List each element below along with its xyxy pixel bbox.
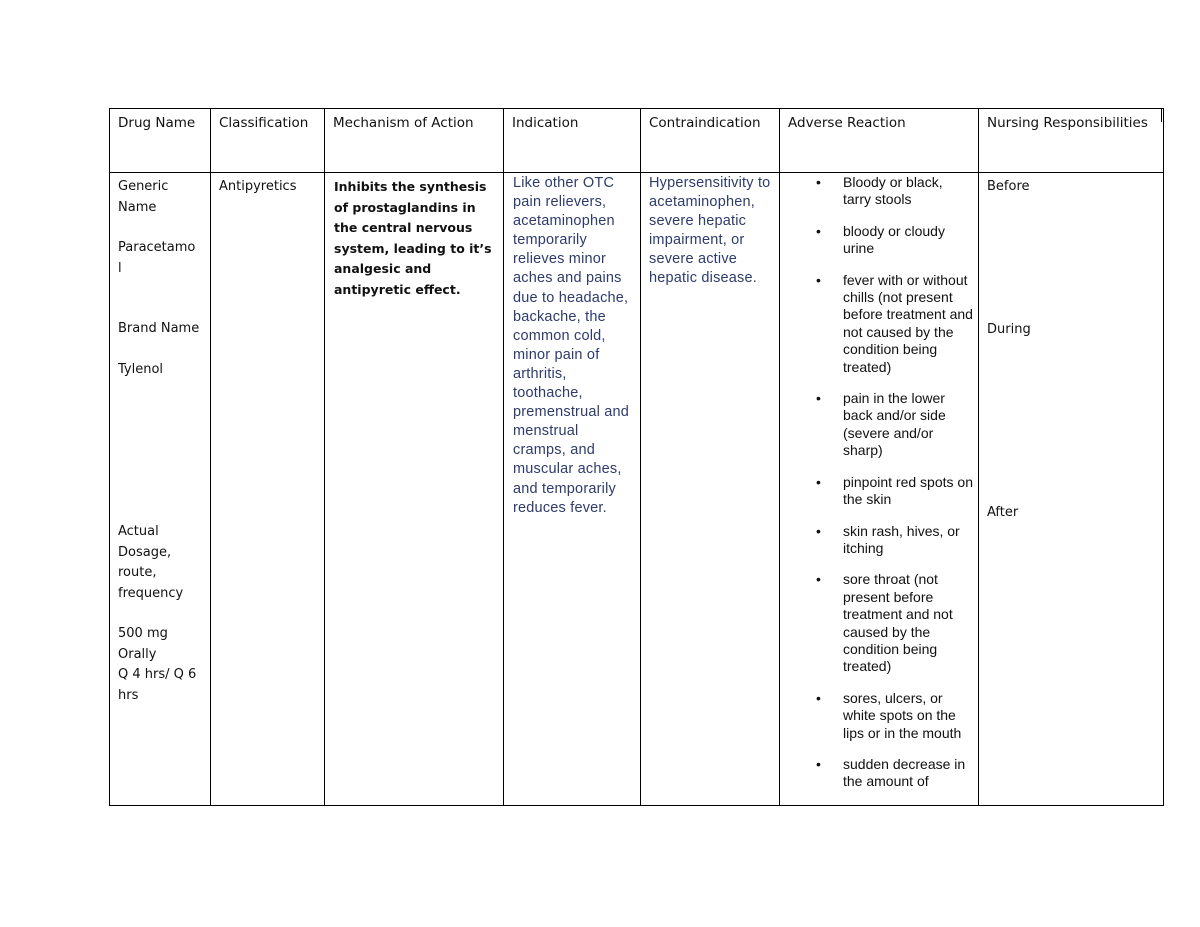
generic-name-value-line1: Paracetamo: [118, 240, 196, 255]
nursing-before: Before: [987, 179, 1030, 194]
classification-value: Antipyretics: [219, 179, 297, 194]
list-item: [780, 523, 974, 558]
bullet-dot-icon: •: [816, 390, 821, 407]
dosage-label-line3: route,: [118, 565, 157, 580]
dosage-label-line1: Actual: [118, 524, 159, 539]
spacer: [118, 340, 202, 360]
contraindication-cell: [641, 173, 780, 806]
list-item: [780, 272, 974, 376]
nursing-responsibilities-cell: [979, 173, 1164, 806]
generic-name-label: Generic Name: [118, 179, 169, 215]
table-row: [110, 173, 1164, 806]
adverse-reaction-text: sudden decrease in the amount of: [843, 755, 966, 790]
adverse-reaction-text: bloody or cloudy urine: [843, 222, 945, 257]
bullet-dot-icon: •: [816, 473, 821, 490]
table-header-row: [110, 109, 1164, 173]
table-edge-divider: [1161, 108, 1162, 122]
brand-name-value: Tylenol: [118, 361, 164, 377]
header-cell: [641, 109, 780, 173]
adverse-reaction-text: sores, ulcers, or white spots on the lips or in the mouth: [843, 689, 962, 741]
route-value: Orally: [118, 646, 157, 662]
header-cell: [110, 109, 211, 173]
header-cell: [780, 109, 979, 173]
bullet-dot-icon: •: [816, 689, 821, 706]
header-drug-name: Drug Name: [118, 115, 196, 131]
frequency-value-line2: hrs: [118, 687, 139, 703]
mechanism-cell: [325, 173, 504, 806]
dose-value: 500 mg: [118, 626, 168, 641]
list-item: [780, 223, 974, 258]
classification-cell: [211, 173, 325, 806]
drug-name-content: [110, 173, 210, 706]
drug-study-table: [109, 108, 1164, 806]
header-cell: [504, 109, 641, 173]
adverse-reaction-text: skin rash, hives, or itching: [843, 522, 960, 556]
indication-cell: [504, 173, 641, 806]
list-item: [780, 390, 974, 460]
spacer: [118, 380, 202, 522]
header-cell: [979, 109, 1164, 173]
bullet-dot-icon: •: [816, 755, 821, 772]
adverse-reaction-text: sore throat (not present before treatment and not caused by the condition being treated): [843, 571, 953, 675]
bullet-dot-icon: •: [816, 271, 821, 288]
mechanism-text: Inhibits the synthesis of prostaglandins in the central nervous system, leading to it’s analgesic and antipyretic effect.: [334, 179, 492, 297]
indication-text: Like other OTC pain relievers, acetaminophen temporarily relieves minor aches and pains due to headache, backache, the common cold, minor pain of arthritis, toothache, premenstrual and menstrual cramps, and muscular aches, and temporarily reduces fever.: [513, 175, 630, 516]
frequency-value-line1: Q 4 hrs/ Q 6: [118, 667, 197, 682]
header-cell: [211, 109, 325, 173]
spacer: [118, 604, 202, 624]
spacer: [118, 279, 202, 319]
header-nursing-responsibilities: Nursing Responsibilities: [987, 115, 1148, 131]
adverse-reaction-text: fever with or without chills (not present before treatment and not caused by the condition being treated): [843, 271, 973, 375]
dosage-label-line4: frequency: [118, 585, 184, 601]
header-mechanism: Mechanism of Action: [333, 115, 474, 131]
header-adverse-reaction: Adverse Reaction: [788, 115, 906, 131]
adverse-reaction-text: pain in the lower back and/or side (severe and/or sharp): [843, 390, 946, 459]
brand-name-label: Brand Name: [118, 321, 200, 336]
drug-name-cell: [110, 173, 211, 806]
header-classification: Classification: [219, 115, 309, 131]
generic-name-value-line2: l: [118, 260, 122, 276]
list-item: [780, 756, 974, 791]
nursing-during: During: [987, 322, 1031, 337]
list-item: [780, 690, 974, 742]
adverse-reaction-list: [780, 173, 978, 801]
adverse-reaction-text: pinpoint red spots on the skin: [843, 473, 973, 508]
bullet-dot-icon: •: [816, 522, 821, 539]
nursing-content: [979, 173, 1163, 801]
header-cell: [325, 109, 504, 173]
contraindication-content: [641, 173, 779, 289]
bullet-dot-icon: •: [816, 571, 821, 588]
adverse-reaction-text: Bloody or black, tarry stools: [843, 174, 943, 208]
header-indication: Indication: [512, 115, 579, 131]
list-item: [780, 571, 974, 675]
spacer: [118, 218, 202, 238]
adverse-reaction-cell: [780, 173, 979, 806]
bullet-dot-icon: •: [816, 222, 821, 239]
dosage-label-line2: Dosage,: [118, 544, 172, 560]
contraindication-text: Hypersensitivity to acetaminophen, severe hepatic impairment, or severe active hepatic disease.: [649, 175, 771, 287]
nursing-after: After: [987, 505, 1019, 520]
header-contraindication: Contraindication: [649, 115, 761, 131]
bullet-dot-icon: •: [816, 174, 821, 190]
indication-content: [504, 173, 640, 518]
list-item: [780, 474, 974, 509]
list-item: [780, 174, 974, 209]
